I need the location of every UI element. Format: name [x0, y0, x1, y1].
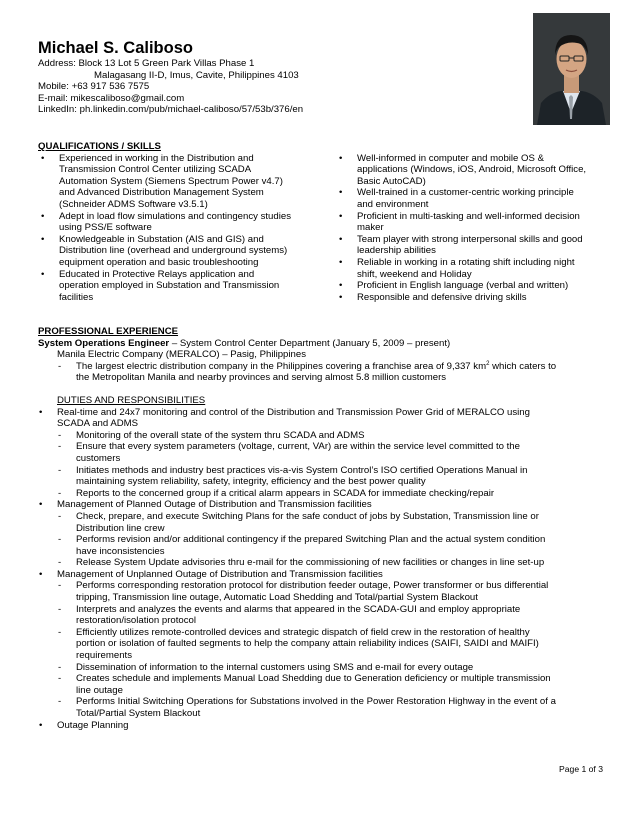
address-line-2: Malagasang II-D, Imus, Cavite, Philippines 4103 — [94, 69, 299, 81]
duty-bullet-line: • Management of Unplanned Outage of Distribution and Transmission facilities — [57, 568, 383, 580]
duty-sub-item — [38, 511, 606, 534]
company-line: Manila Electric Company (MERALCO) – Pasig, Philippines — [57, 349, 306, 361]
address-line-1: Address: Block 13 Lot 5 Green Park Villas Phase 1 — [38, 58, 255, 69]
qualification-line: • Knowledgeable in Substation (AIS and GIS) and — [59, 233, 264, 245]
company-description — [38, 361, 606, 384]
qualification-line: and Advanced Distribution Management System — [59, 187, 264, 199]
duty-sub-line: - Performs corresponding restoration protocol for distribution feeder outage, Power transformer or bus differential — [76, 580, 549, 592]
qualifications-heading: QUALIFICATIONS / SKILLS — [38, 141, 161, 152]
duty-bullet-line: • Real-time and 24x7 monitoring and control of the Distribution and Transmission Power Grid of MERALCO using — [57, 406, 530, 418]
duty-bullet — [38, 569, 606, 581]
qualification-line: • Proficient in English language (verbal and written) — [357, 280, 569, 292]
duties-heading: DUTIES AND RESPONSIBILITIES — [57, 394, 206, 406]
duties-list — [38, 407, 606, 732]
duty-bullet — [38, 499, 606, 511]
linkedin-line: LinkedIn: ph.linkedin.com/pub/michael-caliboso/57/53b/376/en — [38, 104, 304, 116]
duty-sub-line: requirements — [76, 650, 132, 662]
qualification-line: • Reliable in working in a rotating shift including night — [357, 256, 575, 268]
qualification-line: Transmission Control Center utilizing SCADA — [59, 164, 252, 176]
duty-sub-line: - Performs revision and/or additional contingency if the prepared Switching Plan and the actual system condition — [76, 534, 546, 546]
qualification-item — [336, 187, 608, 210]
duty-sub-line: have inconsistencies — [76, 545, 165, 557]
duty-sub-item — [38, 534, 606, 557]
mobile-line: Mobile: +63 917 536 7575 — [38, 81, 150, 93]
qualification-line: operation employed in Substation and Transmission — [59, 280, 280, 292]
qualifications-columns — [38, 153, 608, 304]
duty-sub-line: portion or isolation of faulted segments to help the company attain reliability indices (SAIFI, SAIDI and MAIFI) — [76, 638, 539, 650]
email-line: E-mail: mikescaliboso@gmail.com — [38, 92, 185, 104]
qualification-line: Automation System (Siemens Spectrum Power v4.7) — [59, 175, 283, 187]
duty-sub-line: - Creates schedule and implements Manual Load Shedding due to Generation deficiency or multiple transmission — [76, 673, 551, 685]
qualification-line: leadership abilities — [357, 245, 436, 257]
qualification-line: • Well-trained in a customer-centric working principle — [357, 187, 574, 199]
qualifications-right-list — [336, 153, 608, 304]
qualification-line: shift, weekend and Holiday — [357, 268, 472, 280]
qualification-line: facilities — [59, 291, 94, 303]
profile-photo — [533, 13, 610, 125]
company-description-line-1 — [76, 361, 606, 373]
qualification-item — [38, 211, 312, 234]
company-note-a: The largest electric distribution company in the Philippines covering a franchise area of 9,337 km — [76, 360, 487, 372]
duty-sub-item — [38, 488, 606, 500]
duty-sub-line: - Efficiently utilizes remote-controlled devices and strategic dispatch of field crew in the restoration of healthy — [76, 626, 530, 638]
qualification-line: • Responsible and defensive driving skills — [357, 291, 527, 303]
qualification-item — [336, 211, 608, 234]
page-number: Page 1 of 3 — [559, 764, 603, 774]
qualification-item — [336, 292, 608, 304]
qualification-line: • Proficient in multi-tasking and well-informed decision — [357, 210, 580, 222]
duty-sub-item — [38, 441, 606, 464]
qualification-line: • Well-informed in computer and mobile OS & — [357, 152, 544, 164]
spacer — [38, 384, 606, 395]
duty-sub-line: Distribution line crew — [76, 522, 165, 534]
qualification-item — [336, 153, 608, 188]
company-note-sup: 2 — [486, 360, 490, 367]
duty-bullet — [38, 720, 606, 732]
qualification-line: and environment — [357, 198, 429, 210]
duty-sub-line: maintaining system reliability, safety, integrity, efficiency and the best power quality — [76, 476, 426, 488]
duty-sub-line: tripping, Transmission line outage, Automatic Load Shedding and Total/partial System Blackout — [76, 592, 478, 604]
duty-sub-line: - Initiates methods and industry best practices vis-a-vis System Control’s ISO certified Operations Manual in — [76, 464, 528, 476]
qualification-line: • Educated in Protective Relays application and — [59, 268, 255, 280]
duty-sub-line: line outage — [76, 684, 123, 696]
job-line — [38, 338, 606, 350]
qualification-line: • Experienced in working in the Distribution and — [59, 152, 254, 164]
duty-sub-item — [38, 430, 606, 442]
duty-sub-item — [38, 673, 606, 696]
qualification-line: (Schneider ADMS Software v3.5.1) — [59, 198, 208, 210]
contact-block — [38, 58, 508, 116]
company-note-b: which caters to — [489, 360, 557, 372]
duty-sub-item — [38, 580, 606, 603]
company-description-line-2: the Metropolitan Manila and nearby provinces and serving almost 5.8 million customers — [76, 372, 447, 384]
qualification-line: equipment operation and basic troubleshooting — [59, 256, 259, 268]
job-details: – System Control Center Department (January 5, 2009 – present) — [169, 337, 451, 349]
duty-bullet-line: SCADA and ADMS — [57, 418, 139, 430]
duty-sub-line: - Reports to the concerned group if a critical alarm appears in SCADA for immediate checking/repair — [76, 487, 495, 499]
duty-sub-line: - Release System Update advisories thru e-mail for the commissioning of new facilities or changes in line set-up — [76, 557, 545, 569]
qualifications-section — [38, 141, 608, 303]
duty-sub-item — [38, 604, 606, 627]
duty-sub-item — [38, 662, 606, 674]
duty-bullet-line: • Management of Planned Outage of Distribution and Transmission facilities — [57, 499, 372, 511]
duty-bullet-line: • Outage Planning — [57, 719, 129, 731]
job-title: System Operations Engineer — [38, 337, 170, 349]
experience-section — [38, 326, 606, 731]
experience-heading: PROFESSIONAL EXPERIENCE — [38, 326, 179, 337]
duty-sub-line: - Interprets and analyzes the events and alarms that appeared in the SCADA-GUI and employ appropriate — [76, 603, 521, 615]
qualification-item — [38, 269, 312, 304]
qualification-item — [38, 234, 312, 269]
qualification-line: • Adept in load flow simulations and contingency studies — [59, 210, 291, 222]
qualification-line: Distribution line (overhead and underground systems) — [59, 245, 288, 257]
qualification-line: using PSS/E software — [59, 222, 152, 234]
duty-sub-item — [38, 627, 606, 662]
duty-sub-line: Total/Partial System Blackout — [76, 708, 201, 719]
profile-photo-drawing — [533, 13, 610, 125]
qualification-item — [38, 153, 312, 211]
duty-bullet — [38, 407, 606, 430]
qualification-line: Basic AutoCAD) — [357, 175, 426, 187]
duty-sub-item — [38, 557, 606, 569]
candidate-name: Michael S. Caliboso — [38, 39, 193, 57]
duty-sub-line: - Check, prepare, and execute Switching Plans for the safe conduct of jobs by Substation, Transmission line or — [76, 510, 539, 522]
qualification-line: maker — [357, 222, 384, 234]
duty-sub-item — [38, 465, 606, 488]
qualification-item — [336, 257, 608, 280]
qualification-line: • Team player with strong interpersonal skills and good — [357, 233, 583, 245]
qualification-line: applications (Windows, iOS, Android, Microsoft Office, — [357, 164, 587, 176]
duty-sub-line: - Ensure that every system parameters (voltage, current, VAr) are within the service level committed to the — [76, 441, 520, 453]
qualification-item — [336, 280, 608, 292]
duty-sub-line: customers — [76, 452, 121, 464]
duty-sub-line: restoration/isolation protocol — [76, 615, 196, 627]
qualification-item — [336, 234, 608, 257]
qualifications-left-list — [38, 153, 312, 304]
duty-sub-line: - Performs Initial Switching Operations for Substations involved in the Power Restoration Highway in the event of a — [76, 696, 556, 708]
duty-sub-item — [38, 696, 606, 719]
duty-sub-line: - Monitoring of the overall state of the system thru SCADA and ADMS — [76, 429, 365, 441]
duty-sub-line: - Dissemination of information to the internal customers using SMS and e-mail for every outage — [76, 661, 474, 673]
